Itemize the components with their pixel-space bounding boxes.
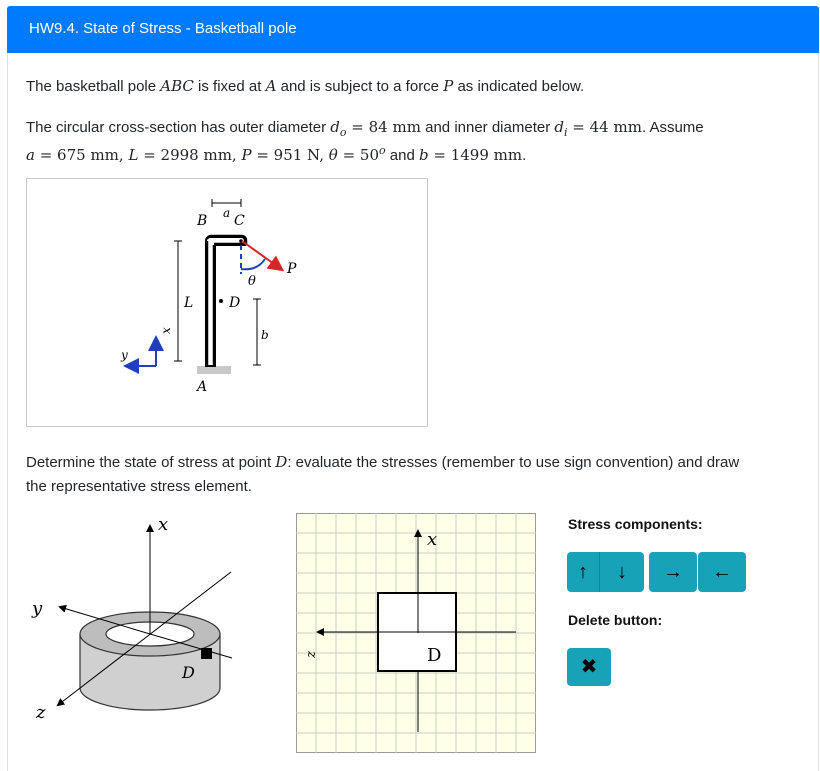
label-b: b — [261, 328, 269, 342]
stress-components-label: Stress components: — [568, 516, 703, 532]
stress-element-canvas[interactable] — [296, 513, 536, 753]
intro-line-1: The basketball pole ABC is fixed at A and is subject to a force P as indicated below. — [26, 77, 585, 95]
delete-button[interactable]: ✖ — [567, 648, 611, 686]
label-D: D — [229, 295, 241, 311]
arrow-left-button[interactable]: ← — [698, 552, 746, 592]
label-a: a — [223, 206, 231, 220]
cross-section-figure — [26, 510, 286, 720]
cyl-label-x: x — [158, 514, 169, 535]
ground-support — [197, 366, 231, 374]
problem-title: HW9.4. State of Stress - Basketball pole — [29, 20, 297, 37]
cyl-label-D: D — [182, 663, 195, 682]
grid-label-D: D — [427, 645, 442, 666]
label-L: L — [184, 295, 194, 311]
grid-label-x: x — [427, 529, 438, 550]
cyl-label-z: z — [36, 702, 46, 720]
label-x-axis: x — [159, 327, 173, 334]
intro-line-3: a = 675 mm, L = 2998 mm, P = 951 N, $\theta = 50^o$ and b = 1499 mm. — [26, 144, 527, 164]
arrow-up-button[interactable]: ↑ — [567, 552, 599, 592]
label-theta: θ — [248, 274, 256, 289]
arrow-down-button[interactable]: ↓ — [599, 552, 644, 592]
label-A: A — [197, 379, 208, 395]
point-D-marker — [201, 648, 212, 659]
arrow-right-button[interactable]: → — [649, 552, 697, 592]
label-y-axis: y — [121, 348, 128, 362]
grid-label-z: z — [304, 651, 319, 658]
delete-label: Delete button: — [568, 612, 663, 628]
pole-figure — [26, 178, 428, 427]
problem-title-bar — [7, 6, 819, 53]
theta-arc — [241, 259, 265, 269]
label-P: P — [287, 261, 297, 277]
label-B: B — [197, 213, 208, 229]
label-C: C — [234, 213, 245, 229]
cyl-label-y: y — [32, 598, 43, 619]
force-arrow — [242, 241, 281, 269]
intro-line-2: The circular cross-section has outer diameter $d_o = 84$ mm and inner diameter $d_i = 44$ mm. Assume — [26, 118, 704, 139]
question-text: Determine the state of stress at point D: evaluate the stresses (remember to use sign convention) and draw the representative stress element. — [26, 453, 740, 495]
